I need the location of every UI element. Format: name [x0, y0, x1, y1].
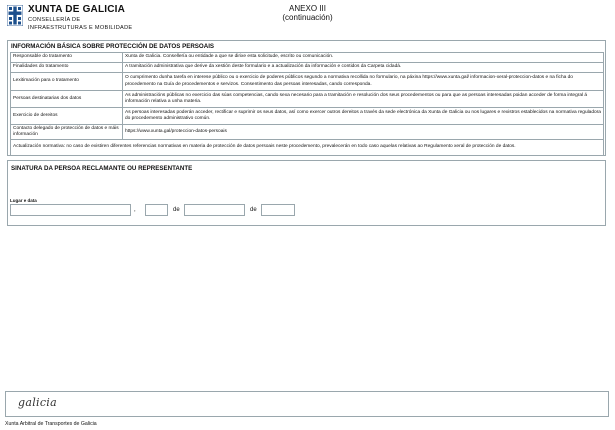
table-row — [11, 73, 604, 91]
row-value: As administracións públicas no exercicio das súas competencias, cando sexa necesario para a tramitación e resolución dos seus procedementos ou para que as persoas interesadas poidan acceder de forma integral á información relativa a unha materia. — [123, 91, 604, 108]
row-key: Contacto delegado de protección de datos e máis información — [11, 125, 123, 140]
table-row — [11, 53, 604, 63]
dpo-link[interactable]: https://www.xunta.gal/proteccion-datos-persoais — [125, 128, 227, 134]
day-input[interactable] — [145, 204, 168, 216]
department-line-2: INFRAESTRUTURAS E MOBILIDADE — [28, 25, 133, 31]
data-protection-title: INFORMACIÓN BÁSICA SOBRE PROTECCIÓN DE DATOS PERSOAIS — [11, 43, 215, 50]
signature-title: SINATURA DA PERSOA RECLAMANTE OU REPRESENTANTE — [11, 165, 193, 172]
table-row — [11, 91, 604, 108]
table-row — [11, 125, 604, 140]
row-value: A tramitación administrativa que derive da xestión deste formulario e a actualización da información e contidos da Carpeta cidadá. — [123, 63, 604, 73]
row-value: Xunta de Galicia. Consellería ou entidade a que se dirixe esta solicitude, escrito ou comunicación. — [123, 53, 604, 63]
row-key: Finalidades do tratamento — [11, 63, 123, 73]
org-name: XUNTA DE GALICIA — [28, 4, 126, 15]
row-key: Lexitimación para o tratamento — [11, 73, 123, 91]
table-row — [11, 63, 604, 73]
row-value — [123, 125, 604, 140]
row-key: Exercicio de dereitos — [11, 108, 123, 125]
place-input[interactable] — [10, 204, 131, 216]
de-label-2: de — [250, 207, 257, 213]
annex-subtitle: (continuación) — [282, 13, 333, 22]
row-value: As persoas interesadas poderán acceder, rectificar e suprimir os seus datos, así como exercer outros dereitos a través da sede electrónica da Xunta de Galicia ou nos lugares e rexistros establecidos na normativa reguladora do procedemento administrativo común. — [123, 108, 604, 125]
annex-title: ANEXO III — [289, 4, 326, 13]
table-row — [11, 140, 604, 156]
row-value: O cumprimento dunha tarefa en interese público ou o exercicio de poderes públicos segundo a normativa recollida no formulario, na páxina https://www.xunta.gal/ informacion-xeral-proteccion-datos e na ficha do procedemento na Guía de procedementos e servizos. Consentimento das persoas interesadas, cando corresponda. — [123, 73, 604, 91]
place-date-label: Lugar e data — [10, 198, 37, 203]
table-row — [11, 108, 604, 125]
annex-heading — [0, 4, 615, 22]
row-key: Persoas destinatarias dos datos — [11, 91, 123, 108]
de-label-1: de — [173, 207, 180, 213]
footer-text: Xunta Arbitral de Transportes de Galicia — [5, 421, 97, 427]
department-line-1: CONSELLERÍA DE — [28, 17, 81, 23]
year-input[interactable] — [261, 204, 295, 216]
galicia-logo: galicia — [18, 396, 57, 409]
row-key: Responsable do tratamento — [11, 53, 123, 63]
month-input[interactable] — [184, 204, 245, 216]
comma-separator: , — [134, 207, 136, 213]
regulation-footnote: Actualización normativa: no caso de existiren diferentes referencias normativas en materia de protección de datos persoais neste procedemento, prevalecerán en todo caso aquelas relativas ao Regulamento xeral de protección de datos. — [11, 140, 604, 156]
data-protection-table — [10, 52, 604, 156]
footer-box — [5, 391, 609, 417]
